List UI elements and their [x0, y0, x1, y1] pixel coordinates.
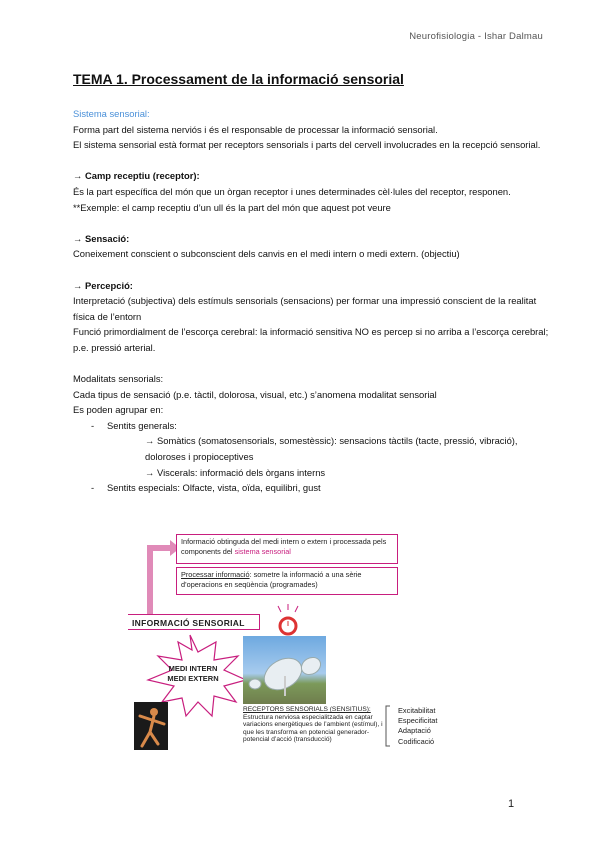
paragraph: El sistema sensorial està format per receptors sensorials i parts del cervell involucrades en la recepció sensorial. — [73, 139, 541, 151]
running-header: Neurofisiologia - Ishar Dalmau — [409, 31, 543, 42]
dancer-photo — [134, 702, 168, 750]
paragraph: Es poden agrupar en: — [73, 404, 164, 416]
receptor-text: Estructura nerviosa especialitzada en captar variacions energètiques de l’ambient (estímul), i que les transforma en potencial generador-potencial d’acció (transducció) — [243, 713, 383, 744]
sub-list-item: → Viscerals: informació dels òrgans interns — [145, 466, 326, 478]
star-label — [166, 664, 220, 684]
sub-list-item: → Somàtics (somatosensorials, somestèssic): sensacions tàctils (tacte, pressió, vibració), doloroses i propioceptives — [145, 435, 518, 463]
list-dash: - — [91, 482, 95, 494]
property-item: Adaptació — [398, 726, 431, 736]
list-dash: - — [91, 419, 95, 431]
section-heading-sistema: Sistema sensorial: — [73, 108, 150, 119]
property-item: Codificació — [398, 736, 435, 746]
page-title: TEMA 1. Processament de la informació sensorial — [73, 71, 404, 87]
antenna-photo — [243, 636, 326, 704]
paragraph: Interpretació (subjectiva) dels estímuls sensorials (sensacions) per formar una impressió conscient de la realitat física de l’entorn — [73, 295, 537, 322]
info-box-text: Informació obtinguda del medi intern o extern i processada pels components del — [181, 537, 387, 556]
paragraph: És la part específica del món que un òrgan receptor i unes determinades cèl·lules del receptor, responen. **Exemple: el camp receptiu d’un ull és la part del món que aquest pot veure — [73, 185, 511, 213]
star-label-line: MEDI INTERN — [168, 664, 218, 673]
property-item: Especificitat — [398, 716, 438, 726]
info-sensorial-banner: INFORMACIÓ SENSORIAL — [128, 614, 260, 630]
star-label-line: MEDI EXTERN — [167, 674, 219, 683]
sensory-diagram — [128, 530, 458, 760]
process-box — [176, 567, 398, 595]
process-box-text: : sometre la informació a una sèrie d’operacions en seqüència (programades) — [181, 570, 362, 589]
process-box-label: Processar informació — [181, 570, 250, 579]
paragraph: Cada tipus de sensació (p.e. tàctil, dolorosa, visual, etc.) s’anomena modalitat sensorial — [73, 388, 437, 400]
list-item-text: Sentits especials: Olfacte, vista, oïda, equilibri, gust — [107, 482, 321, 494]
list-item — [73, 480, 551, 496]
section-heading-sensacio: → Sensació: — [73, 232, 130, 244]
section-heading-camp: → Camp receptiu (receptor): — [73, 170, 200, 182]
list-item — [73, 418, 551, 434]
info-box — [176, 534, 398, 564]
page-number: 1 — [508, 798, 515, 810]
property-item: Excitabilitat — [398, 706, 436, 715]
paragraph: Coneixement conscient o subconscient dels canvis en el medi intern o medi extern. (objectiu) — [73, 248, 460, 260]
list-item-text: Sentits generals: — [107, 419, 177, 431]
receptor-properties — [398, 706, 437, 747]
receptor-description — [243, 706, 383, 744]
dancer-icon — [134, 702, 168, 750]
paragraph: Funció primordialment de l’escorça cerebral: la informació sensitiva NO es percep si no arriba a l’escorça cerebral; p.e. pressió arterial. — [73, 326, 549, 353]
info-box-highlight: sistema sensorial — [234, 546, 291, 556]
section-heading-modalitats: Modalitats sensorials: — [73, 373, 164, 385]
document-body — [73, 106, 551, 496]
section-heading-percepcio: → Percepció: — [73, 279, 133, 291]
receptor-title: RECEPTORS SENSORIALS (SENSITIUS): — [243, 706, 371, 713]
paragraph: Forma part del sistema nerviós i és el responsable de processar la informació sensorial. — [73, 123, 438, 135]
antenna-icon — [243, 636, 326, 704]
